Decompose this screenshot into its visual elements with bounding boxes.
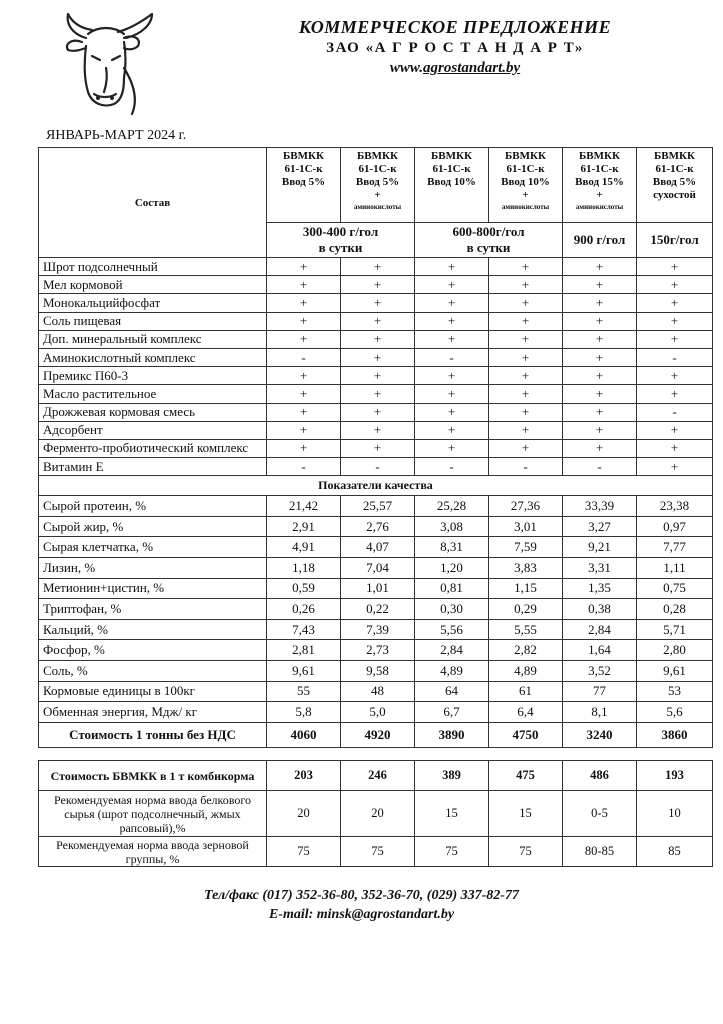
- quality-value: 5,56: [415, 619, 489, 640]
- ingredient-name: Адсорбент: [39, 421, 267, 439]
- product-line: БВМКК: [283, 150, 324, 162]
- product-line: Ввод 15%: [575, 176, 624, 188]
- ingredient-mark: +: [415, 439, 489, 457]
- quality-value: 1,35: [563, 578, 637, 599]
- quality-value: 2,76: [341, 516, 415, 537]
- quality-value: 5,0: [341, 702, 415, 723]
- header-title: КОММЕРЧЕСКОЕ ПРЕДЛОЖЕНИЕ: [298, 17, 612, 37]
- ingredient-mark: +: [563, 258, 637, 276]
- quality-row: [39, 619, 713, 640]
- quality-value: 4,07: [341, 537, 415, 558]
- product-line: Ввод 10%: [427, 176, 476, 188]
- recommendation-value: 475: [489, 761, 563, 791]
- quality-value: 1,64: [563, 640, 637, 661]
- product-header: [267, 148, 341, 223]
- rate-cell: [415, 223, 563, 258]
- ingredient-mark: +: [415, 312, 489, 330]
- header-company: ЗАО «А Г Р О С Т А Н Д А Р Т»: [326, 40, 584, 56]
- ingredient-mark: -: [563, 458, 637, 476]
- recommendation-value: 193: [637, 761, 713, 791]
- composition-row: [39, 330, 713, 348]
- quality-value: 0,59: [267, 578, 341, 599]
- quality-name: Триптофан, %: [39, 599, 267, 620]
- quality-value: 77: [563, 681, 637, 702]
- product-note: аминокислоты: [353, 203, 402, 211]
- ingredient-mark: +: [563, 403, 637, 421]
- composition-row: [39, 276, 713, 294]
- document-header: [270, 16, 640, 78]
- quality-value: 2,80: [637, 640, 713, 661]
- quality-row: [39, 702, 713, 723]
- quality-value: 0,26: [267, 599, 341, 620]
- quality-value: 64: [415, 681, 489, 702]
- quality-value: 7,77: [637, 537, 713, 558]
- product-header: [637, 148, 713, 223]
- quality-value: 0,97: [637, 516, 713, 537]
- quality-value: 5,55: [489, 619, 563, 640]
- product-line: Ввод 5%: [355, 176, 400, 188]
- contacts-footer: [0, 886, 723, 924]
- email[interactable]: E-mail: minsk@agrostandart.by: [268, 907, 455, 922]
- quality-value: 33,39: [563, 496, 637, 517]
- recommendation-value: 0-5: [563, 791, 637, 837]
- quality-value: 2,84: [563, 619, 637, 640]
- cost-name: Стоимость 1 тонны без НДС: [39, 722, 267, 747]
- recommendation-value: 20: [341, 791, 415, 837]
- product-line: сухостой: [653, 189, 696, 201]
- quality-value: 2,82: [489, 640, 563, 661]
- quality-row: [39, 558, 713, 579]
- ingredient-mark: -: [341, 458, 415, 476]
- quality-name: Кормовые единицы в 100кг: [39, 681, 267, 702]
- quality-value: 21,42: [267, 496, 341, 517]
- rate-cell: [267, 223, 415, 258]
- quality-value: 3,08: [415, 516, 489, 537]
- recommendation-value: 203: [267, 761, 341, 791]
- quality-value: 0,75: [637, 578, 713, 599]
- ingredient-mark: +: [415, 421, 489, 439]
- ingredient-mark: -: [637, 348, 713, 366]
- ingredient-mark: +: [563, 276, 637, 294]
- quality-row: [39, 681, 713, 702]
- ingredient-mark: +: [489, 312, 563, 330]
- quality-value: 48: [341, 681, 415, 702]
- product-line: БВМКК: [579, 150, 620, 162]
- recommendation-value: 75: [489, 837, 563, 867]
- quality-value: 0,30: [415, 599, 489, 620]
- ingredient-mark: +: [637, 458, 713, 476]
- ingredient-name: Шрот подсолнечный: [39, 258, 267, 276]
- quality-value: 3,01: [489, 516, 563, 537]
- header-website[interactable]: [270, 58, 640, 78]
- product-line: 61-1С-к: [580, 163, 619, 175]
- product-line: БВМКК: [654, 150, 695, 162]
- quality-value: 0,29: [489, 599, 563, 620]
- quality-value: 4,89: [415, 661, 489, 682]
- recommendation-row: [39, 791, 713, 837]
- recommendation-value: 75: [267, 837, 341, 867]
- product-line: Ввод 10%: [501, 176, 550, 188]
- quality-value: 2,84: [415, 640, 489, 661]
- product-header: [489, 148, 563, 223]
- ingredient-mark: -: [267, 348, 341, 366]
- composition-row: [39, 294, 713, 312]
- quality-name: Кальций, %: [39, 619, 267, 640]
- ingredient-mark: +: [637, 312, 713, 330]
- quality-value: 9,21: [563, 537, 637, 558]
- ingredient-mark: +: [267, 421, 341, 439]
- ingredient-mark: +: [637, 421, 713, 439]
- product-line: БВМКК: [357, 150, 398, 162]
- composition-row: [39, 421, 713, 439]
- quality-value: 3,52: [563, 661, 637, 682]
- ingredient-mark: +: [563, 294, 637, 312]
- ingredient-mark: +: [637, 294, 713, 312]
- ingredient-mark: +: [415, 367, 489, 385]
- ingredient-mark: +: [415, 330, 489, 348]
- quality-value: 5,8: [267, 702, 341, 723]
- url-prefix: www.: [389, 60, 424, 76]
- quality-name: Лизин, %: [39, 558, 267, 579]
- quality-value: 2,81: [267, 640, 341, 661]
- ingredient-mark: +: [267, 439, 341, 457]
- ingredient-mark: +: [341, 312, 415, 330]
- product-line: БВМКК: [505, 150, 546, 162]
- composition-row: [39, 348, 713, 366]
- ingredient-mark: +: [637, 439, 713, 457]
- quality-value: 7,59: [489, 537, 563, 558]
- quality-value: 23,38: [637, 496, 713, 517]
- quality-name: Сырая клетчатка, %: [39, 537, 267, 558]
- ingredient-name: Аминокислотный комплекс: [39, 348, 267, 366]
- ingredient-name: Ферменто-пробиотический комплекс: [39, 439, 267, 457]
- quality-name: Сырой жир, %: [39, 516, 267, 537]
- recommendation-value: 75: [341, 837, 415, 867]
- ingredient-mark: -: [489, 458, 563, 476]
- product-line: 61-1С-к: [655, 163, 694, 175]
- ingredient-mark: +: [341, 421, 415, 439]
- quality-row: [39, 537, 713, 558]
- ingredient-mark: +: [563, 312, 637, 330]
- ingredient-name: Мел кормовой: [39, 276, 267, 294]
- quality-value: 4,91: [267, 537, 341, 558]
- recommendation-value: 20: [267, 791, 341, 837]
- composition-row: [39, 258, 713, 276]
- quality-value: 2,73: [341, 640, 415, 661]
- recommendation-value: 15: [489, 791, 563, 837]
- quality-value: 3,27: [563, 516, 637, 537]
- ingredient-name: Масло растительное: [39, 385, 267, 403]
- quality-value: 0,81: [415, 578, 489, 599]
- ingredient-mark: +: [341, 348, 415, 366]
- quality-value: 5,71: [637, 619, 713, 640]
- product-line: 61-1С-к: [284, 163, 323, 175]
- quality-value: 7,39: [341, 619, 415, 640]
- ingredient-mark: +: [489, 294, 563, 312]
- quality-header: Показатели качества: [39, 476, 713, 496]
- cost-value: 4750: [489, 722, 563, 747]
- product-line: Ввод 5%: [652, 176, 697, 188]
- quality-value: 25,57: [341, 496, 415, 517]
- quality-value: 61: [489, 681, 563, 702]
- product-line: +: [596, 189, 603, 201]
- quality-value: 1,18: [267, 558, 341, 579]
- quality-value: 0,22: [341, 599, 415, 620]
- recommendation-row: [39, 837, 713, 867]
- quality-value: 3,31: [563, 558, 637, 579]
- ingredient-mark: -: [267, 458, 341, 476]
- quality-value: 53: [637, 681, 713, 702]
- ingredient-mark: +: [341, 385, 415, 403]
- ingredient-mark: +: [563, 421, 637, 439]
- cost-value: 3890: [415, 722, 489, 747]
- ingredient-mark: +: [489, 421, 563, 439]
- product-header: [341, 148, 415, 223]
- product-line: 61-1С-к: [506, 163, 545, 175]
- ingredient-mark: +: [267, 258, 341, 276]
- ingredient-mark: +: [489, 330, 563, 348]
- ingredient-mark: +: [341, 439, 415, 457]
- quality-row: [39, 599, 713, 620]
- ingredient-mark: +: [267, 312, 341, 330]
- quality-value: 25,28: [415, 496, 489, 517]
- ingredient-mark: +: [637, 258, 713, 276]
- composition-row: [39, 458, 713, 476]
- ingredient-mark: +: [637, 330, 713, 348]
- recommendation-name: Рекомендуемая норма ввода белкового сырья (шрот подсолнечный, жмых рапсовый),%: [39, 791, 267, 837]
- recommendation-name: Рекомендуемая норма ввода зерновой группы, %: [39, 837, 267, 867]
- ingredient-mark: +: [267, 276, 341, 294]
- ingredient-mark: +: [563, 330, 637, 348]
- rate-line: 900 г/гол: [573, 232, 626, 247]
- recommendation-value: 85: [637, 837, 713, 867]
- product-line: +: [522, 189, 529, 201]
- quality-name: Фосфор, %: [39, 640, 267, 661]
- ingredient-mark: +: [341, 403, 415, 421]
- bull-head-icon: [58, 8, 168, 118]
- rate-line: 600-800г/гол: [452, 224, 525, 239]
- recommendation-table: [38, 760, 713, 867]
- quality-value: 55: [267, 681, 341, 702]
- quality-value: 4,89: [489, 661, 563, 682]
- product-header: [415, 148, 489, 223]
- recommendation-value: 389: [415, 761, 489, 791]
- ingredient-mark: +: [489, 385, 563, 403]
- ingredient-name: Витамин Е: [39, 458, 267, 476]
- url-main: agrostandart.by: [423, 60, 521, 76]
- offer-table: [38, 147, 713, 748]
- ingredient-mark: +: [267, 403, 341, 421]
- quality-value: 0,38: [563, 599, 637, 620]
- quality-name: Сырой протеин, %: [39, 496, 267, 517]
- product-line: БВМКК: [431, 150, 472, 162]
- rate-cell: [563, 223, 637, 258]
- quality-value: 1,01: [341, 578, 415, 599]
- rate-line: 150г/гол: [650, 232, 699, 247]
- product-line: 61-1С-к: [432, 163, 471, 175]
- ingredient-mark: +: [415, 294, 489, 312]
- rate-cell: [637, 223, 713, 258]
- quality-value: 9,58: [341, 661, 415, 682]
- recommendation-value: 486: [563, 761, 637, 791]
- quality-value: 1,20: [415, 558, 489, 579]
- ingredient-mark: +: [637, 367, 713, 385]
- ingredient-mark: +: [267, 294, 341, 312]
- quality-row: [39, 578, 713, 599]
- quality-value: 9,61: [267, 661, 341, 682]
- ingredient-mark: +: [489, 367, 563, 385]
- quality-value: 8,1: [563, 702, 637, 723]
- quality-value: 7,43: [267, 619, 341, 640]
- phone-fax: Тел/факс (017) 352-36-80, 352-36-70, (029) 337-82-77: [204, 888, 519, 903]
- ingredient-name: Доп. минеральный комплекс: [39, 330, 267, 348]
- cost-value: 3860: [637, 722, 713, 747]
- recommendation-value: 10: [637, 791, 713, 837]
- ingredient-mark: +: [563, 385, 637, 403]
- cost-row: [39, 722, 713, 747]
- recommendation-value: 80-85: [563, 837, 637, 867]
- ingredient-name: Соль пищевая: [39, 312, 267, 330]
- quality-value: 8,31: [415, 537, 489, 558]
- product-line: +: [374, 189, 381, 201]
- ingredient-mark: +: [415, 403, 489, 421]
- ingredient-mark: +: [341, 276, 415, 294]
- ingredient-mark: -: [415, 458, 489, 476]
- cost-value: 3240: [563, 722, 637, 747]
- quality-row: [39, 661, 713, 682]
- recommendation-value: 15: [415, 791, 489, 837]
- recommendation-row: [39, 761, 713, 791]
- ingredient-mark: +: [415, 258, 489, 276]
- quality-value: 3,83: [489, 558, 563, 579]
- quality-name: Метионин+цистин, %: [39, 578, 267, 599]
- ingredient-mark: +: [415, 385, 489, 403]
- composition-row: [39, 367, 713, 385]
- period-label: ЯНВАРЬ-МАРТ 2024 г.: [46, 128, 187, 143]
- ingredient-name: Дрожжевая кормовая смесь: [39, 403, 267, 421]
- quality-value: 6,7: [415, 702, 489, 723]
- recommendation-value: 246: [341, 761, 415, 791]
- quality-row: [39, 640, 713, 661]
- quality-value: 9,61: [637, 661, 713, 682]
- product-line: Ввод 5%: [281, 176, 326, 188]
- ingredient-mark: +: [489, 403, 563, 421]
- quality-value: 1,15: [489, 578, 563, 599]
- cost-value: 4060: [267, 722, 341, 747]
- ingredient-mark: +: [489, 439, 563, 457]
- quality-value: 7,04: [341, 558, 415, 579]
- ingredient-mark: +: [341, 367, 415, 385]
- composition-row: [39, 385, 713, 403]
- ingredient-mark: +: [415, 276, 489, 294]
- cost-value: 4920: [341, 722, 415, 747]
- header-row: [39, 148, 713, 223]
- ingredient-name: Монокальцийфосфат: [39, 294, 267, 312]
- rate-line: в сутки: [466, 240, 511, 255]
- ingredient-mark: -: [637, 403, 713, 421]
- ingredient-mark: +: [563, 348, 637, 366]
- ingredient-mark: +: [563, 367, 637, 385]
- composition-row: [39, 439, 713, 457]
- product-note: аминокислоты: [575, 203, 624, 211]
- rate-line: 300-400 г/гол: [302, 224, 379, 239]
- quality-value: 0,28: [637, 599, 713, 620]
- ingredient-mark: +: [267, 367, 341, 385]
- product-header: [563, 148, 637, 223]
- product-note: аминокислоты: [501, 203, 550, 211]
- ingredient-mark: +: [267, 330, 341, 348]
- rate-line: в сутки: [318, 240, 363, 255]
- recommendation-name: Стоимость БВМКК в 1 т комбикорма: [39, 761, 267, 791]
- ingredient-mark: -: [415, 348, 489, 366]
- quality-row: [39, 496, 713, 517]
- quality-row: [39, 516, 713, 537]
- ingredient-mark: +: [267, 385, 341, 403]
- ingredient-mark: +: [637, 276, 713, 294]
- recommendation-value: 75: [415, 837, 489, 867]
- quality-name: Соль, %: [39, 661, 267, 682]
- quality-name: Обменная энергия, Мдж/ кг: [39, 702, 267, 723]
- quality-header-row: [39, 476, 713, 496]
- composition-row: [39, 312, 713, 330]
- ingredient-mark: +: [341, 330, 415, 348]
- quality-value: 5,6: [637, 702, 713, 723]
- quality-value: 1,11: [637, 558, 713, 579]
- composition-row: [39, 403, 713, 421]
- ingredient-mark: +: [489, 276, 563, 294]
- ingredient-mark: +: [489, 258, 563, 276]
- quality-value: 6,4: [489, 702, 563, 723]
- ingredient-mark: +: [489, 348, 563, 366]
- ingredient-mark: +: [563, 439, 637, 457]
- composition-header: Состав: [39, 148, 267, 258]
- ingredient-mark: +: [341, 258, 415, 276]
- product-line: 61-1С-к: [358, 163, 397, 175]
- quality-value: 27,36: [489, 496, 563, 517]
- ingredient-name: Премикс П60-3: [39, 367, 267, 385]
- ingredient-mark: +: [341, 294, 415, 312]
- ingredient-mark: +: [637, 385, 713, 403]
- quality-value: 2,91: [267, 516, 341, 537]
